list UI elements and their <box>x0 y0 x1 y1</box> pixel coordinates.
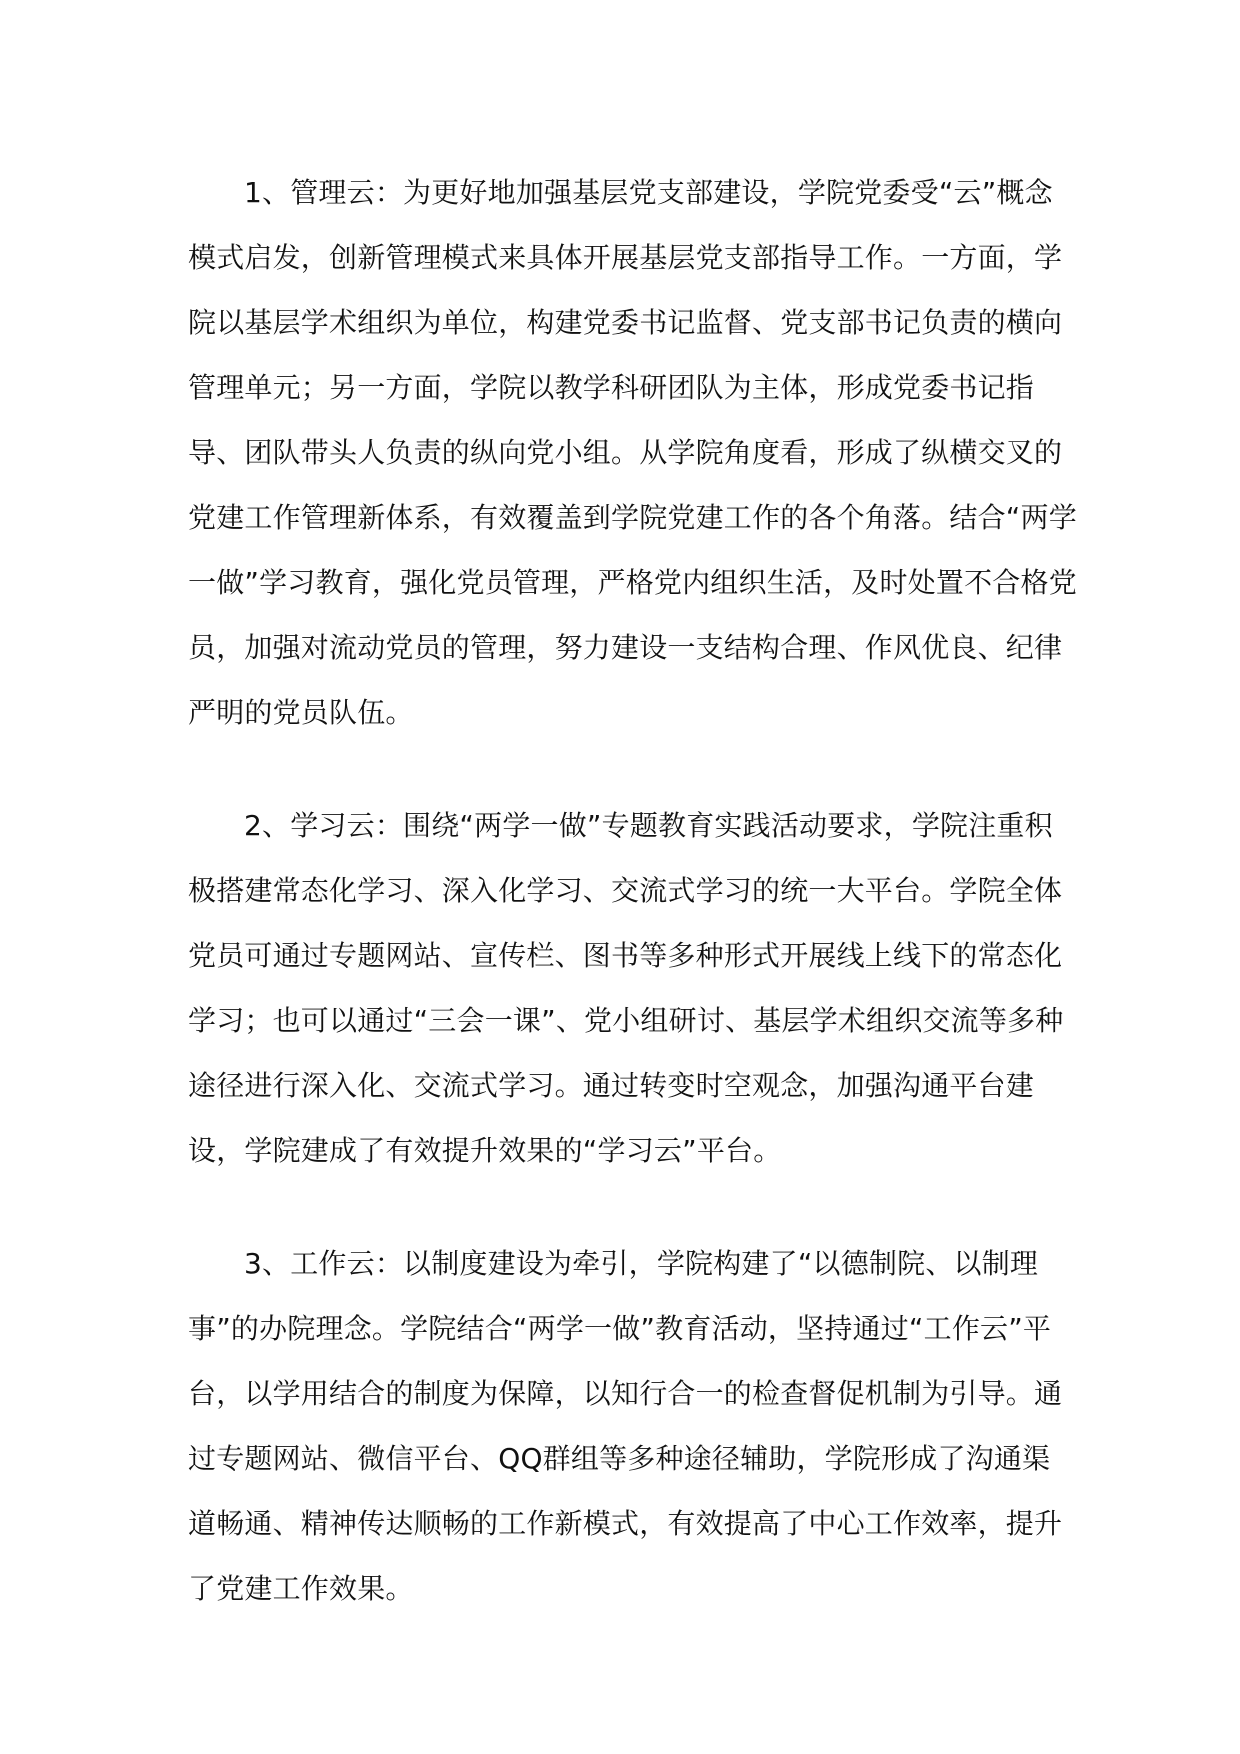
paragraph-work-cloud: 3、工作云：以制度建设为牵引，学院构建了“以德制院、以制理事”的办院理念。学院结合“两学一做”教育活动，坚持通过“工作云”平台，以学用结合的制度为保障，以知行合一的检查督促机制为引导。通过专题网站、微信平台、QQ群组等多种途径辅助，学院形成了沟通渠道畅通、精神传达顺畅的工作新模式，有效提高了中心工作效率，提升了党建工作效果。 <box>188 1247 1063 1605</box>
paragraph-learning-cloud: 2、学习云：围绕“两学一做”专题教育实践活动要求，学院注重积极搭建常态化学习、深入化学习、交流式学习的统一大平台。学院全体党员可通过专题网站、宣传栏、图书等多种形式开展线上线下的常态化学习；也可以通过“三会一课”、党小组研讨、基层学术组织交流等多种途径进行深入化、交流式学习。通过转变时空观念，加强沟通平台建设，学院建成了有效提升效果的“学习云”平台。 <box>188 809 1064 1167</box>
document-body <box>188 160 1078 1621</box>
paragraph-management-cloud: 1、管理云：为更好地加强基层党支部建设，学院党委受“云”概念模式启发，创新管理模式来具体开展基层党支部指导工作。一方面，学院以基层学术组织为单位，构建党委书记监督、党支部书记负责的横向管理单元；另一方面，学院以教学科研团队为主体，形成党委书记指导、团队带头人负责的纵向党小组。从学院角度看，形成了纵横交叉的党建工作管理新体系，有效覆盖到学院党建工作的各个角落。结合“两学一做”学习教育，强化党员管理，严格党内组织生活，及时处置不合格党员，加强对流动党员的管理，努力建设一支结构合理、作风优良、纪律严明的党员队伍。 <box>188 176 1077 729</box>
